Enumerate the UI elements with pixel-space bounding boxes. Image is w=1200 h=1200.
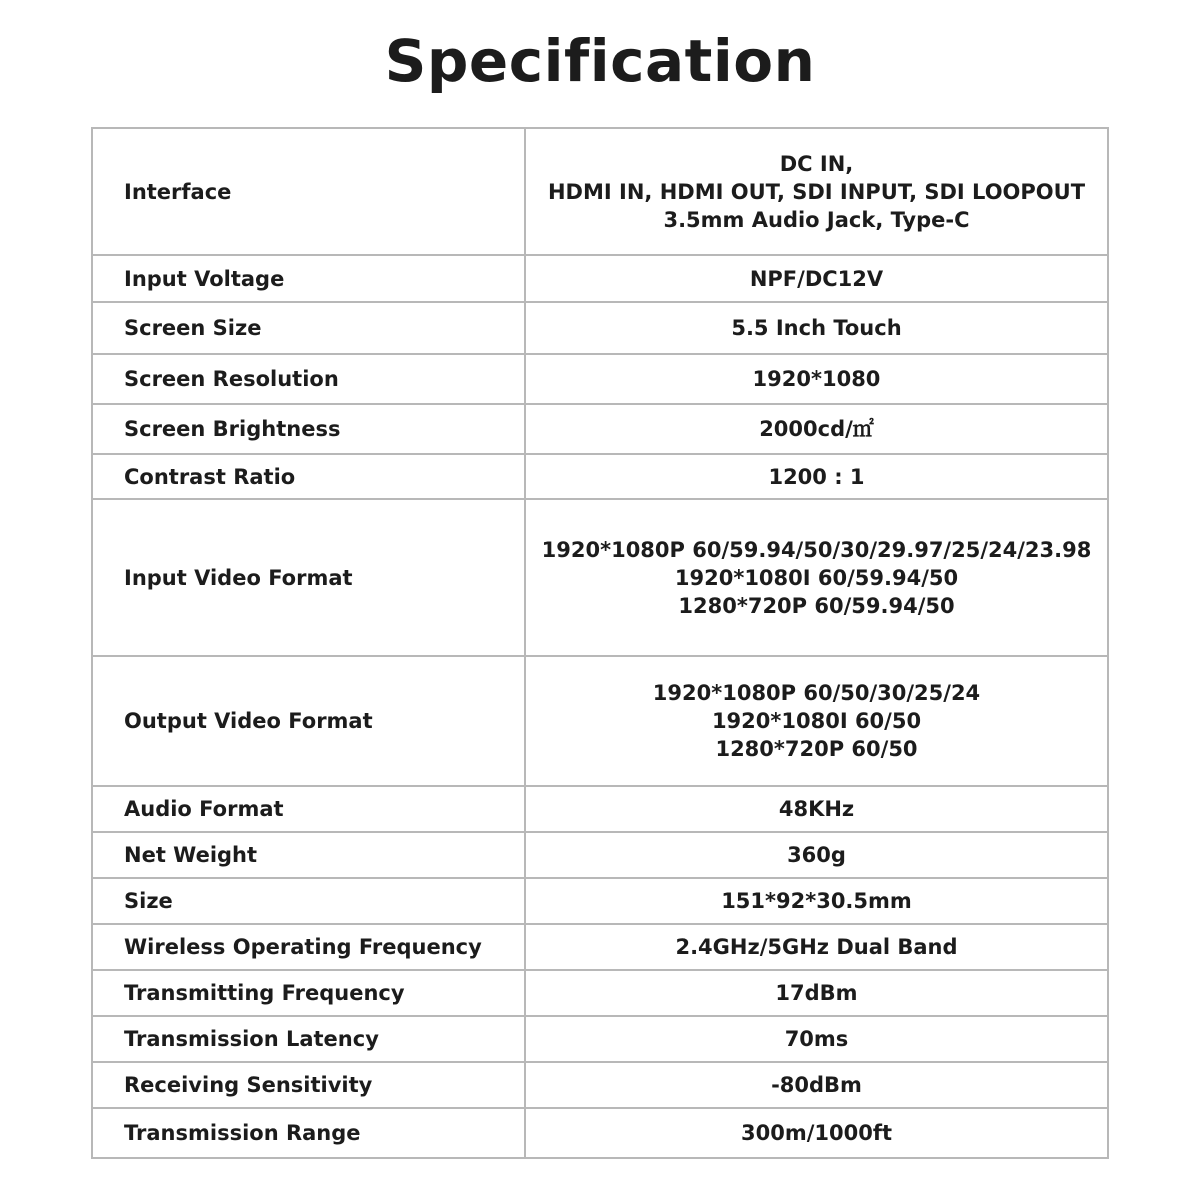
spec-value-line: 70ms: [784, 1027, 849, 1051]
spec-value: [525, 832, 1108, 878]
spec-value-line: 17dBm: [775, 981, 858, 1005]
table-row: [92, 302, 1108, 354]
table-row: [92, 970, 1108, 1016]
spec-label: Transmission Range: [92, 1108, 525, 1158]
spec-value-line: 1920*1080: [752, 367, 881, 391]
table-row: [92, 354, 1108, 404]
spec-value: [525, 970, 1108, 1016]
spec-label: Screen Brightness: [92, 404, 525, 454]
spec-label: Screen Size: [92, 302, 525, 354]
table-row: [92, 1108, 1108, 1158]
spec-value: [525, 656, 1108, 786]
page-title: Specification: [384, 27, 816, 95]
spec-value: [525, 404, 1108, 454]
table-row: [92, 832, 1108, 878]
spec-value: [525, 1108, 1108, 1158]
spec-value: [525, 255, 1108, 302]
spec-value-line: 1920*1080I 60/50: [711, 709, 922, 733]
spec-label: Input Voltage: [92, 255, 525, 302]
spec-value-line: HDMI IN, HDMI OUT, SDI INPUT, SDI LOOPOUT: [547, 179, 1086, 204]
spec-value-line: 1280*720P 60/50: [715, 737, 918, 761]
spec-label: Interface: [92, 128, 525, 255]
table-row: [92, 786, 1108, 832]
table-row: [92, 1062, 1108, 1108]
spec-label: Net Weight: [92, 832, 525, 878]
spec-value-line: 2.4GHz/5GHz Dual Band: [675, 935, 958, 959]
spec-value-line: 48KHz: [778, 797, 855, 821]
spec-value-line: 3.5mm Audio Jack, Type-C: [663, 207, 970, 232]
spec-value-line: 2000cd/㎡: [759, 417, 874, 441]
table-row: [92, 499, 1108, 656]
spec-value: [525, 302, 1108, 354]
spec-value-line: -80dBm: [771, 1073, 862, 1097]
spec-label: Contrast Ratio: [92, 454, 525, 499]
spec-value: [525, 878, 1108, 924]
table-row: [92, 454, 1108, 499]
spec-value-line: 1280*720P 60/59.94/50: [678, 593, 955, 618]
spec-value: [525, 499, 1108, 656]
spec-value-line: 151*92*30.5mm: [721, 889, 912, 913]
table-row: [92, 878, 1108, 924]
spec-value: [525, 454, 1108, 499]
spec-value: [525, 1062, 1108, 1108]
spec-value: [525, 924, 1108, 970]
spec-value-line: DC IN,: [779, 151, 854, 176]
spec-value: [525, 1016, 1108, 1062]
spec-value-line: 1920*1080P 60/50/30/25/24: [652, 681, 981, 705]
spec-label: Receiving Sensitivity: [92, 1062, 525, 1108]
spec-value-line: 360g: [787, 843, 846, 867]
spec-value-line: 1920*1080I 60/59.94/50: [674, 565, 959, 590]
table-row: [92, 128, 1108, 255]
table-row: [92, 924, 1108, 970]
spec-value: [525, 354, 1108, 404]
spec-value-line: NPF/DC12V: [749, 266, 884, 291]
table-row: [92, 1016, 1108, 1062]
table-row: [92, 656, 1108, 786]
table-row: [92, 404, 1108, 454]
spec-label: Wireless Operating Frequency: [92, 924, 525, 970]
spec-label: Audio Format: [92, 786, 525, 832]
spec-value: [525, 786, 1108, 832]
spec-value: [525, 128, 1108, 255]
spec-label: Transmission Latency: [92, 1016, 525, 1062]
spec-label: Size: [92, 878, 525, 924]
spec-value-line: 5.5 Inch Touch: [731, 316, 902, 340]
spec-label: Input Video Format: [92, 499, 525, 656]
table-row: [92, 255, 1108, 302]
spec-label: Screen Resolution: [92, 354, 525, 404]
spec-label: Transmitting Frequency: [92, 970, 525, 1016]
spec-value-line: 300m/1000ft: [740, 1121, 892, 1145]
spec-label: Output Video Format: [92, 656, 525, 786]
specification-table: [91, 127, 1109, 1159]
spec-value-line: 1200 : 1: [768, 464, 865, 489]
spec-value-line: 1920*1080P 60/59.94/50/30/29.97/25/24/23.98: [541, 537, 1092, 562]
